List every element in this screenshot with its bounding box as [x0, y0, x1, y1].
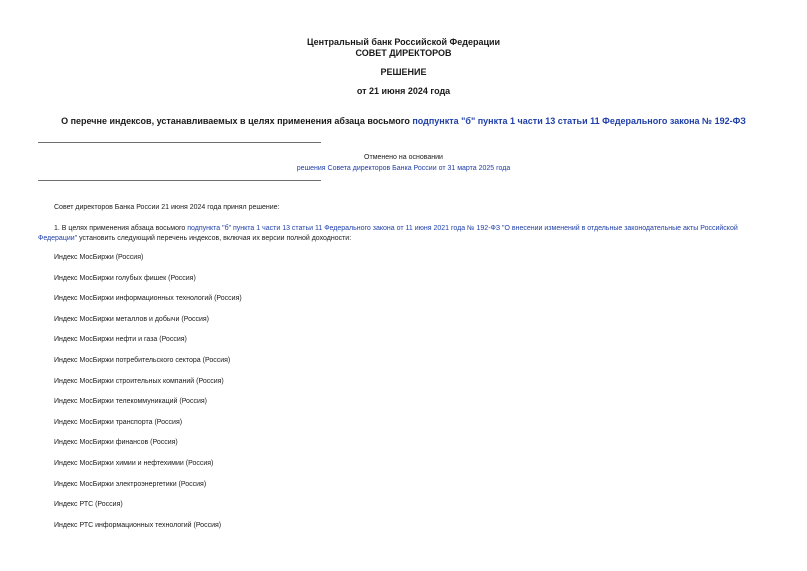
title-law-link[interactable]: подпункта "б" пункта 1 части 13 статьи 11 Федерального закона № 192-ФЗ	[412, 116, 746, 126]
p1-start: 1. В целях применения абзаца восьмого	[54, 225, 188, 232]
indices-list	[54, 253, 242, 541]
list-item: Индекс МосБиржи голубых фишек (Россия)	[54, 274, 196, 282]
list-item: Индекс РТС информационных технологий (Россия)	[54, 521, 222, 529]
document-type: РЕШЕНИЕ	[380, 67, 427, 77]
document-date: от 21 июня 2024 года	[356, 86, 451, 96]
list-item: Индекс РТС (Россия)	[54, 501, 123, 509]
list-item: Индекс МосБиржи телекоммуникаций (Россия)	[54, 398, 207, 406]
p1-law-link[interactable]: подпункта "б" пункта 1 части 13 статьи 11 Федерального закона от 11 июня 2021 года № 192-ФЗ "О внесении изменений в отдельные законодательные акты Российской Федерации"	[38, 225, 738, 242]
list-item: Индекс МосБиржи химии и нефтехимии (Россия)	[54, 459, 214, 467]
title-text: О перечне индексов, устанавливаемых в целях применения абзаца восьмого	[61, 116, 413, 126]
list-item: Индекс МосБиржи электроэнергетики (Россия)	[54, 480, 207, 488]
document-title	[0, 115, 807, 127]
list-item: Индекс МосБиржи металлов и добычи (Россия)	[54, 315, 209, 323]
divider-bottom	[38, 180, 321, 181]
list-item: Индекс МосБиржи нефти и газа (Россия)	[54, 336, 187, 344]
list-item: Индекс МосБиржи финансов (Россия)	[54, 439, 178, 447]
paragraph-1	[38, 224, 773, 244]
cancel-decision-link[interactable]: решения Совета директоров Банка России от 31 марта 2025 года	[296, 165, 511, 172]
cancel-note	[0, 163, 807, 175]
board-name: СОВЕТ ДИРЕКТОРОВ	[355, 48, 452, 58]
intro-paragraph: Совет директоров Банка России 21 июня 2024 года принял решение:	[54, 204, 280, 211]
cancel-note-line1: Отменено на основании	[364, 154, 443, 161]
p1-end: установить следующий перечень индексов, включая их версии полной доходности:	[77, 235, 352, 242]
org-name: Центральный банк Российской Федерации	[306, 37, 501, 47]
list-item: Индекс МосБиржи потребительского сектора (Россия)	[54, 356, 231, 364]
list-item: Индекс МосБиржи информационных технологий (Россия)	[54, 295, 242, 303]
list-item: Индекс МосБиржи строительных компаний (Россия)	[54, 377, 224, 385]
divider-top	[38, 142, 321, 143]
list-item: Индекс МосБиржи транспорта (Россия)	[54, 418, 183, 426]
list-item: Индекс МосБиржи (Россия)	[54, 254, 144, 261]
